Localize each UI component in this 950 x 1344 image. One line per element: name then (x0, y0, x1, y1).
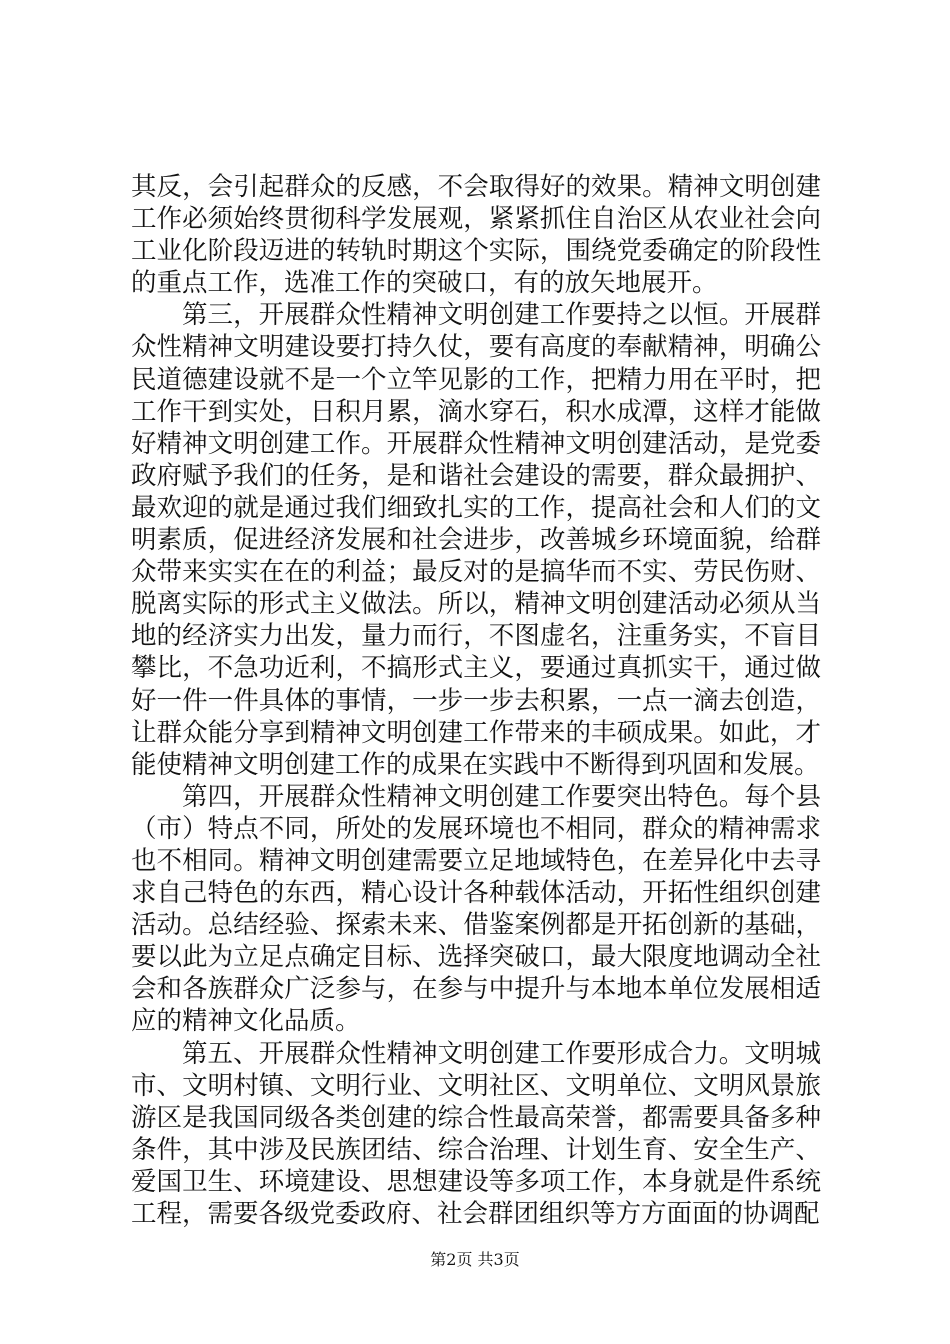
paragraph-fourth-point: 第四，开展群众性精神文明创建工作要突出特色。每个县（市）特点不同，所处的发展环境也不相同，群众的精神需求也不相同。精神文明创建需要立足地域特色，在差异化中去寻求自己特色的东西，精心设计各种载体活动，开拓性组织创建活动。总结经验、探索未来、借鉴案例都是开拓创新的基础，要以此为立足点确定目标、选择突破口，最大限度地调动全社会和各族群众广泛参与，在参与中提升与本地本单位发展相适应的精神文化品质。 (131, 781, 821, 1037)
paragraph-fifth-point: 第五、开展群众性精神文明创建工作要形成合力。文明城市、文明村镇、文明行业、文明社区、文明单位、文明风景旅游区是我国同级各类创建的综合性最高荣誉，都需要具备多种条件，其中涉及民族团结、综合治理、计划生育、安全生产、爱国卫生、环境建设、思想建设等多项工作，本身就是件系统工程，需要各级党委政府、社会群团组织等方方面面的协调配 (131, 1038, 821, 1229)
page-number-footer: 第2页 共3页 (430, 1250, 520, 1269)
document-body (131, 171, 821, 1230)
paragraph-continuation: 其反，会引起群众的反感，不会取得好的效果。精神文明创建工作必须始终贯彻科学发展观，紧紧抓住自治区从农业社会向工业化阶段迈进的转轨时期这个实际，围绕党委确定的阶段性的重点工作，选准工作的突破口，有的放矢地展开。 (131, 172, 821, 299)
paragraph-third-point: 第三，开展群众性精神文明创建工作要持之以恒。开展群众性精神文明建设要打持久仗，要有高度的奉献精神，明确公民道德建设就不是一个立竿见影的工作，把精力用在平时，把工作干到实处，日积月累，滴水穿石，积水成潭，这样才能做好精神文明创建工作。开展群众性精神文明创建活动，是党委政府赋予我们的任务，是和谐社会建设的需要，群众最拥护、最欢迎的就是通过我们细致扎实的工作，提高社会和人们的文明素质，促进经济发展和社会进步，改善城乡环境面貌，给群众带来实实在在的利益；最反对的是搞华而不实、劳民伤财、脱离实际的形式主义做法。所以，精神文明创建活动必须从当地的经济实力出发，量力而行，不图虚名，注重务实，不盲目攀比，不急功近利，不搞形式主义，要通过真抓实干，通过做好一件一件具体的事情，一步一步去积累，一点一滴去创造，让群众能分享到精神文明创建工作带来的丰硕成果。如此，才能使精神文明创建工作的成果在实践中不断得到巩固和发展。 (131, 300, 821, 780)
